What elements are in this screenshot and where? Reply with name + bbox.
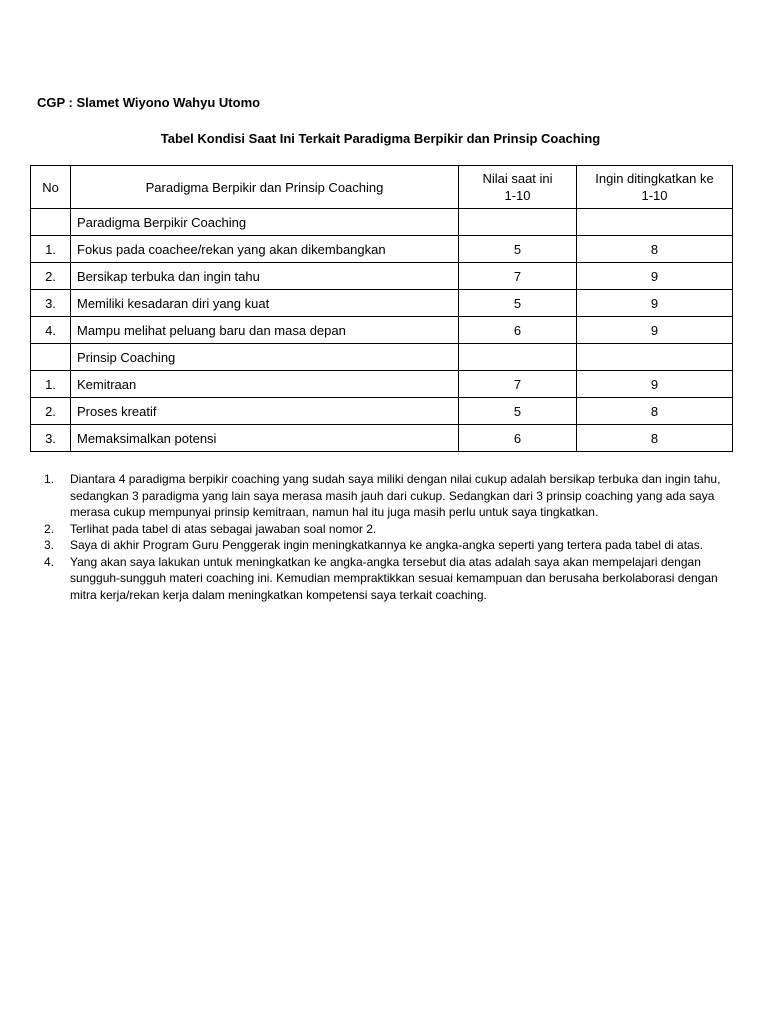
table-row xyxy=(31,317,733,344)
note-marker: 4. xyxy=(44,554,55,569)
note-marker: 2. xyxy=(44,521,55,536)
row-no: 1. xyxy=(31,371,71,398)
table-row xyxy=(31,263,733,290)
note-item xyxy=(30,521,742,538)
row-item: Proses kreatif xyxy=(71,398,459,425)
row-item: Bersikap terbuka dan ingin tahu xyxy=(71,263,459,290)
row-no: 2. xyxy=(31,263,71,290)
header-target-line2: 1-10 xyxy=(641,188,668,203)
row-target: 9 xyxy=(577,263,733,290)
row-target: 8 xyxy=(577,398,733,425)
section-row-prinsip xyxy=(31,344,733,371)
note-marker: 1. xyxy=(44,472,55,486)
row-item: Mampu melihat peluang baru dan masa depan xyxy=(71,317,459,344)
table-row xyxy=(31,236,733,263)
table-row xyxy=(31,290,733,317)
note-text: Saya di akhir Program Guru Penggerak ingin meningkatkannya ke angka-angka seperti yang tertera pada tabel di atas. xyxy=(70,538,704,552)
row-item: Memiliki kesadaran diri yang kuat xyxy=(71,290,459,317)
table-row xyxy=(31,398,733,425)
section-row-paradigma xyxy=(31,209,733,236)
row-current: 6 xyxy=(459,425,577,452)
header-current-line2: 1-10 xyxy=(504,188,531,203)
row-target: 9 xyxy=(577,290,733,317)
row-item: Kemitraan xyxy=(71,371,459,398)
row-no: 1. xyxy=(31,236,71,263)
header-current-line1: Nilai saat ini xyxy=(482,171,553,186)
row-current: 5 xyxy=(459,236,577,263)
row-no: 3. xyxy=(31,425,71,452)
row-item: Fokus pada coachee/rekan yang akan dikembangkan xyxy=(71,236,459,263)
header-target xyxy=(577,166,733,209)
table-row xyxy=(31,371,733,398)
header-no: No xyxy=(31,166,71,209)
row-item: Memaksimalkan potensi xyxy=(71,425,459,452)
section-title: Prinsip Coaching xyxy=(71,344,459,371)
header-current xyxy=(459,166,577,209)
header-target-line1: Ingin ditingkatkan ke xyxy=(595,171,714,186)
row-target: 8 xyxy=(577,236,733,263)
note-marker: 3. xyxy=(44,538,55,552)
row-target: 9 xyxy=(577,317,733,344)
row-current: 5 xyxy=(459,290,577,317)
row-current: 5 xyxy=(459,398,577,425)
row-target: 8 xyxy=(577,425,733,452)
row-no: 3. xyxy=(31,290,71,317)
author-line: CGP : Slamet Wiyono Wahyu Utomo xyxy=(37,95,261,110)
row-current: 7 xyxy=(459,371,577,398)
note-item xyxy=(30,554,742,604)
note-item xyxy=(30,537,742,554)
table-header-row xyxy=(31,166,733,209)
row-no: 2. xyxy=(31,398,71,425)
note-item xyxy=(30,471,742,521)
note-text: Yang akan saya lakukan untuk meningkatkan ke angka-angka tersebut dia atas adalah saya akan mempelajari dengan sungguh-sungguh materi coaching ini. Kemudian mempraktikkan sesuai kemampuan dan berusaha berkolaborasi dengan mitra kerja/rekan kerja dalam meningkatkan kompetensi saya terkait coaching. xyxy=(70,554,718,602)
table-title: Tabel Kondisi Saat Ini Terkait Paradigma Berpikir dan Prinsip Coaching xyxy=(160,131,601,146)
notes-list xyxy=(30,471,742,603)
note-text: Diantara 4 paradigma berpikir coaching yang sudah saya miliki dengan nilai cukup adalah bersikap terbuka dan ingin tahu, sedangkan 3 paradigma yang lain saya merasa masih jauh dari cukup. Sedangkan dari 3 prinsip coaching yang ada saya merasa cukup mempunyai prinsip kemitraan, namun hal itu juga masih perlu untuk saya tingkatkan. xyxy=(70,472,721,519)
section-title: Paradigma Berpikir Coaching xyxy=(71,209,459,236)
row-target: 9 xyxy=(577,371,733,398)
header-item: Paradigma Berpikir dan Prinsip Coaching xyxy=(71,166,459,209)
note-text: Terlihat pada tabel di atas sebagai jawaban soal nomor 2. xyxy=(70,521,377,536)
row-no: 4. xyxy=(31,317,71,344)
row-current: 6 xyxy=(459,317,577,344)
row-current: 7 xyxy=(459,263,577,290)
table-row xyxy=(31,425,733,452)
coaching-table xyxy=(30,165,733,452)
